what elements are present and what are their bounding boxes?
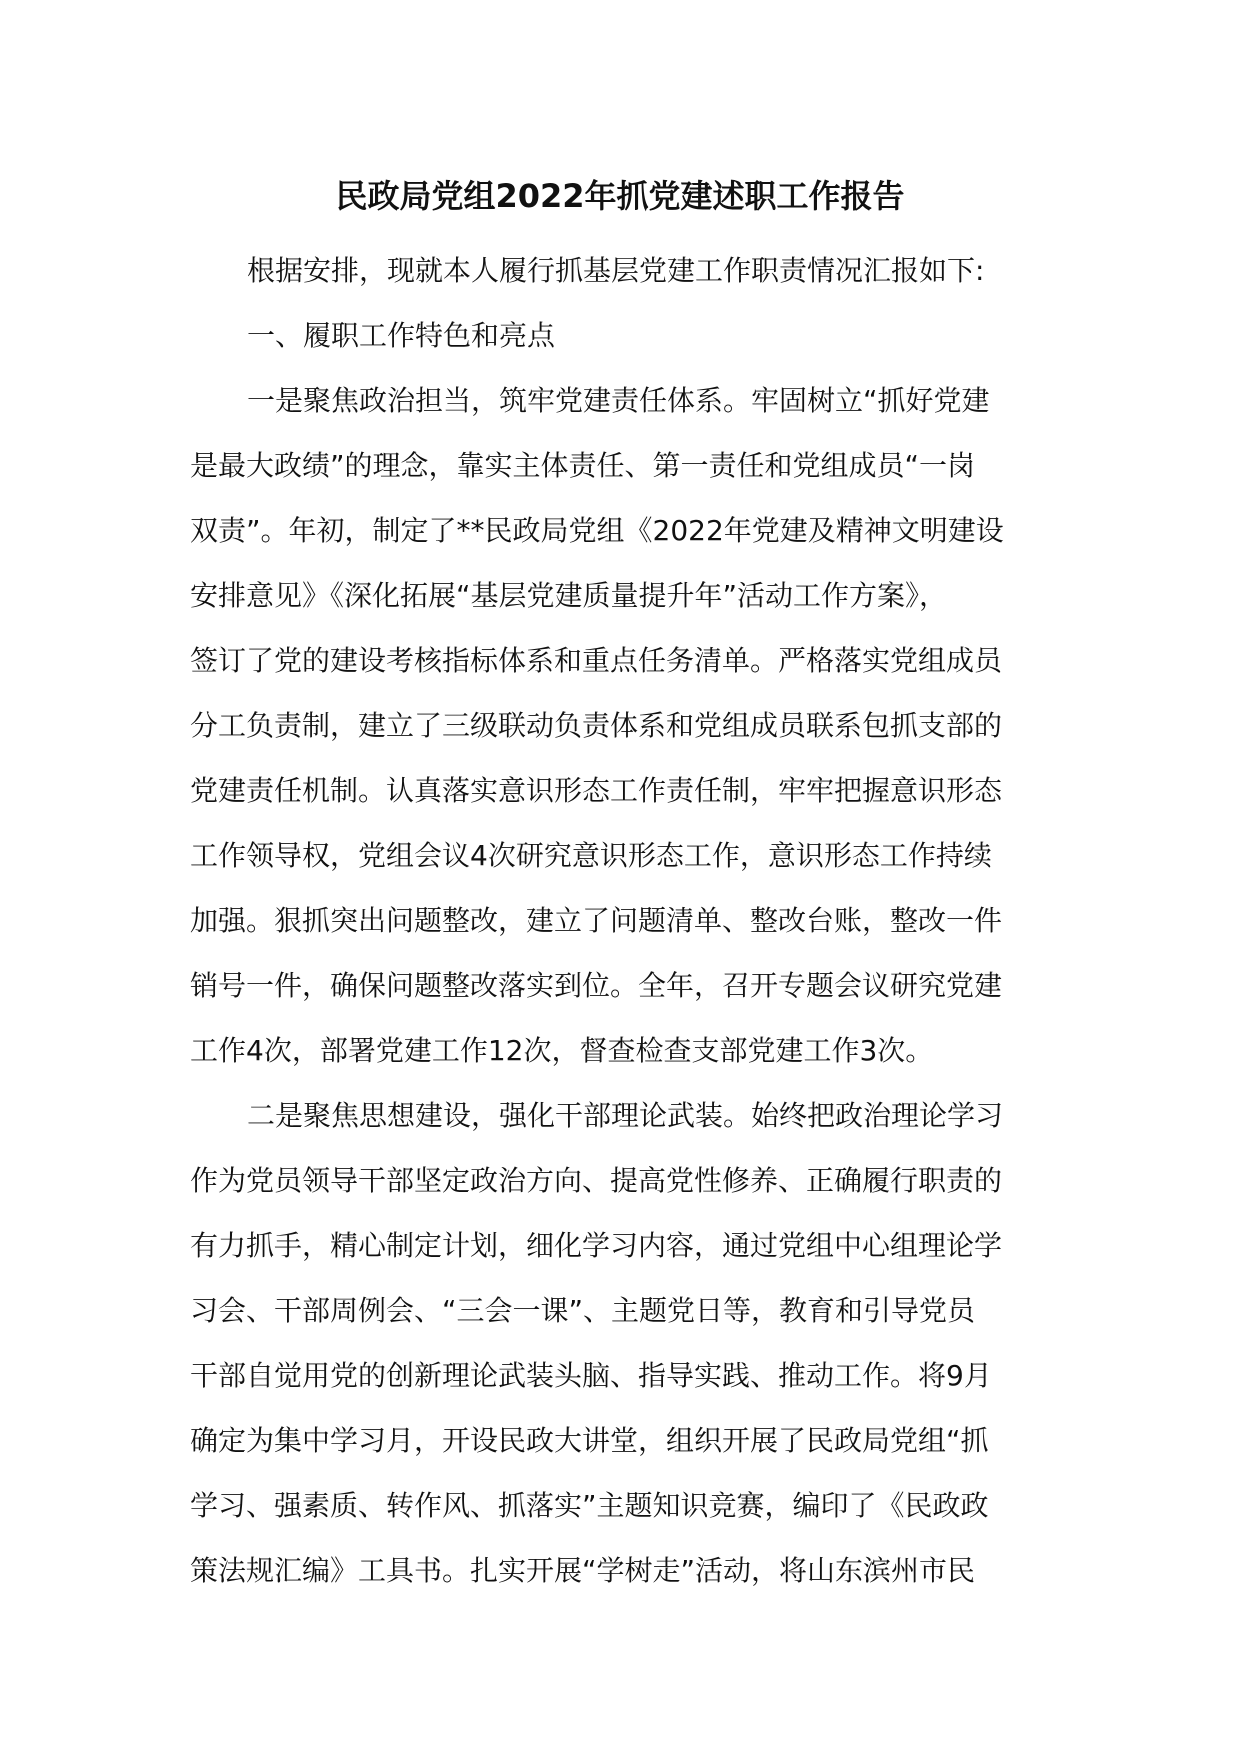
section-heading xyxy=(190,303,1060,368)
paragraph-intro xyxy=(190,238,1060,303)
text-line: 双责”。年初，制定了**民政局党组《2022年党建及精神文明建设 xyxy=(190,514,1004,547)
text-line: 二是聚焦思想建设，强化干部理论武装。始终把政治理论学习 xyxy=(247,1099,1004,1132)
text-line: 签订了党的建设考核指标体系和重点任务清单。严格落实党组成员 xyxy=(190,644,1003,677)
document-title: 民政局党组2022年抓党建述职工作报告 xyxy=(335,177,905,215)
text-line: 工作领导权，党组会议4次研究意识形态工作，意识形态工作持续 xyxy=(190,839,992,872)
paragraph-ideology xyxy=(190,1083,1060,1603)
text-line: 习会、干部周例会、“三会一课”、主题党日等，教育和引导党员 xyxy=(190,1294,976,1327)
text-line: 分工负责制，建立了三级联动负责体系和党组成员联系包抓支部的 xyxy=(190,709,1003,742)
text-line: 安排意见》《深化拓展“基层党建质量提升年”活动工作方案》， xyxy=(190,579,948,612)
text-line: 一、履职工作特色和亮点 xyxy=(247,319,556,352)
text-line: 是最大政绩”的理念，靠实主体责任、第一责任和党组成员“一岗 xyxy=(190,449,976,482)
text-line: 确定为集中学习月，开设民政大讲堂，组织开展了民政局党组“抓 xyxy=(190,1424,989,1457)
paragraph-political xyxy=(190,368,1060,1083)
text-line: 干部自觉用党的创新理论武装头脑、指导实践、推动工作。将9月 xyxy=(190,1359,992,1392)
text-line: 有力抓手，精心制定计划，细化学习内容，通过党组中心组理论学 xyxy=(190,1229,1003,1262)
text-line: 党建责任机制。认真落实意识形态工作责任制，牢牢把握意识形态 xyxy=(190,774,1003,807)
text-line: 工作4次，部署党建工作12次，督查检查支部党建工作3次。 xyxy=(190,1034,934,1067)
text-line: 根据安排，现就本人履行抓基层党建工作职责情况汇报如下: xyxy=(247,254,985,287)
text-line: 学习、强素质、转作风、抓落实”主题知识竞赛，编印了《民政政 xyxy=(190,1489,989,1522)
text-line: 一是聚焦政治担当，筑牢党建责任体系。牢固树立“抓好党建 xyxy=(247,384,990,417)
text-line: 作为党员领导干部坚定政治方向、提高党性修养、正确履行职责的 xyxy=(190,1164,1003,1197)
text-line: 策法规汇编》工具书。扎实开展“学树走”活动，将山东滨州市民 xyxy=(190,1554,976,1587)
text-line: 加强。狠抓突出问题整改，建立了问题清单、整改台账，整改一件 xyxy=(190,904,1003,937)
document-body xyxy=(190,238,1060,1603)
text-line: 销号一件，确保问题整改落实到位。全年，召开专题会议研究党建 xyxy=(190,969,1003,1002)
